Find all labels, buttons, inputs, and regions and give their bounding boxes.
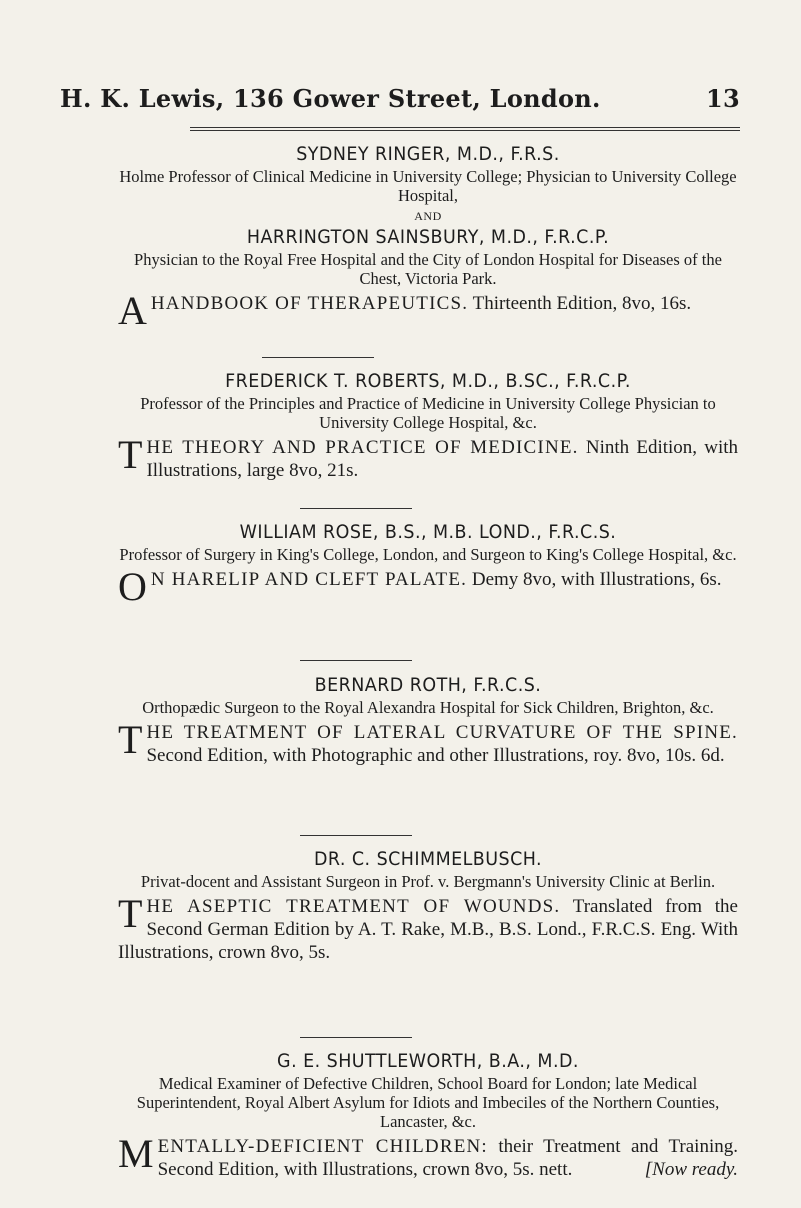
book-title-line xyxy=(118,432,739,482)
book-title-line xyxy=(118,1131,738,1181)
drop-cap: T xyxy=(118,891,143,936)
author-name-second: HARRINGTON SAINSBURY, M.D., F.R.C.P. xyxy=(246,226,610,248)
drop-cap: A xyxy=(118,288,147,333)
entry-ringer xyxy=(118,143,738,333)
book-detail: Translated from the Second German Edition by A. T. Rake, M.B., B.S. Lond., F.R.C.S. Eng. With Illustrations, crown 8vo, 5s. xyxy=(118,896,738,963)
drop-cap: T xyxy=(118,717,143,762)
author-credentials: Orthopædic Surgeon to the Royal Alexandra Hospital for Sick Children, Brighton, &c. xyxy=(142,698,714,717)
book-title-line xyxy=(118,564,738,609)
header-rule xyxy=(190,127,740,128)
separator-rule xyxy=(262,357,374,358)
separator-rule xyxy=(300,1037,412,1038)
book-title: HANDBOOK OF THERAPEUTICS. xyxy=(150,293,469,314)
author-name: WILLIAM ROSE, B.S., M.B. LOND., F.R.C.S. xyxy=(239,521,617,543)
separator-rule xyxy=(300,508,412,509)
book-title: HE ASEPTIC TREATMENT OF WOUNDS. xyxy=(146,896,561,917)
author-name: SYDNEY RINGER, M.D., F.R.S. xyxy=(296,143,560,165)
separator-rule xyxy=(300,835,412,836)
page-number: 13 xyxy=(706,84,740,113)
entry-roth xyxy=(118,674,738,767)
drop-cap: T xyxy=(118,432,143,477)
entry-rose xyxy=(118,521,738,609)
book-detail: their Treatment and Training. Second Edition, with Illustrations, crown 8vo, 5s. nett. xyxy=(157,1136,738,1180)
book-detail: Ninth Edition, with Illustrations, large 8vo, 21s. xyxy=(146,437,739,481)
book-title: HE TREATMENT OF LATERAL CURVATURE OF THE SPINE. xyxy=(146,722,738,743)
drop-cap: M xyxy=(118,1131,154,1176)
author-credentials: Holme Professor of Clinical Medicine in University College; Physician to University College Hospital, xyxy=(119,167,737,205)
book-title: HE THEORY AND PRACTICE OF MEDICINE. xyxy=(146,437,579,458)
book-detail: Thirteenth Edition, 8vo, 16s. xyxy=(472,293,692,314)
author-credentials-second: Physician to the Royal Free Hospital and the City of London Hospital for Diseases of the Chest, Victoria Park. xyxy=(134,250,722,288)
availability-note: [Now ready. xyxy=(644,1159,738,1180)
author-name: BERNARD ROTH, F.R.C.S. xyxy=(314,674,542,696)
author-credentials: Professor of the Principles and Practice of Medicine in University College Physician to University College Hospital, &c. xyxy=(140,394,716,432)
running-head-text: H. K. Lewis, 136 Gower Street, London. xyxy=(60,84,601,113)
entry-schimmelbusch xyxy=(118,848,738,964)
joiner-and: AND xyxy=(414,209,442,223)
book-title: ENTALLY-DEFICIENT CHILDREN: xyxy=(157,1136,488,1157)
separator-rule xyxy=(300,660,412,661)
book-title-line xyxy=(118,288,738,333)
author-credentials: Professor of Surgery in King's College, London, and Surgeon to King's College Hospital, &c. xyxy=(119,545,737,564)
author-name: FREDERICK T. ROBERTS, M.D., B.SC., F.R.C.P. xyxy=(225,370,631,392)
header-rule-second xyxy=(190,130,740,131)
book-title-line xyxy=(118,891,738,964)
entry-shuttleworth xyxy=(118,1050,738,1181)
author-name: G. E. SHUTTLEWORTH, B.A., M.D. xyxy=(277,1050,579,1072)
book-detail: Second Edition, with Photographic and other Illustrations, roy. 8vo, 10s. 6d. xyxy=(146,745,725,766)
running-head xyxy=(60,84,740,114)
book-detail: Demy 8vo, with Illustrations, 6s. xyxy=(471,569,722,590)
book-title-line xyxy=(118,717,738,767)
author-credentials: Medical Examiner of Defective Children, School Board for London; late Medical Superintendent, Royal Albert Asylum for Idiots and Imbeciles of the Northern Counties, Lancaster, &c. xyxy=(136,1074,720,1131)
entry-roberts xyxy=(118,370,738,482)
author-credentials: Privat-docent and Assistant Surgeon in Prof. v. Bergmann's University Clinic at Berlin. xyxy=(140,872,716,891)
drop-cap: O xyxy=(118,564,147,609)
book-title: N HARELIP AND CLEFT PALATE. xyxy=(150,569,468,590)
author-name: DR. C. SCHIMMELBUSCH. xyxy=(313,848,543,870)
